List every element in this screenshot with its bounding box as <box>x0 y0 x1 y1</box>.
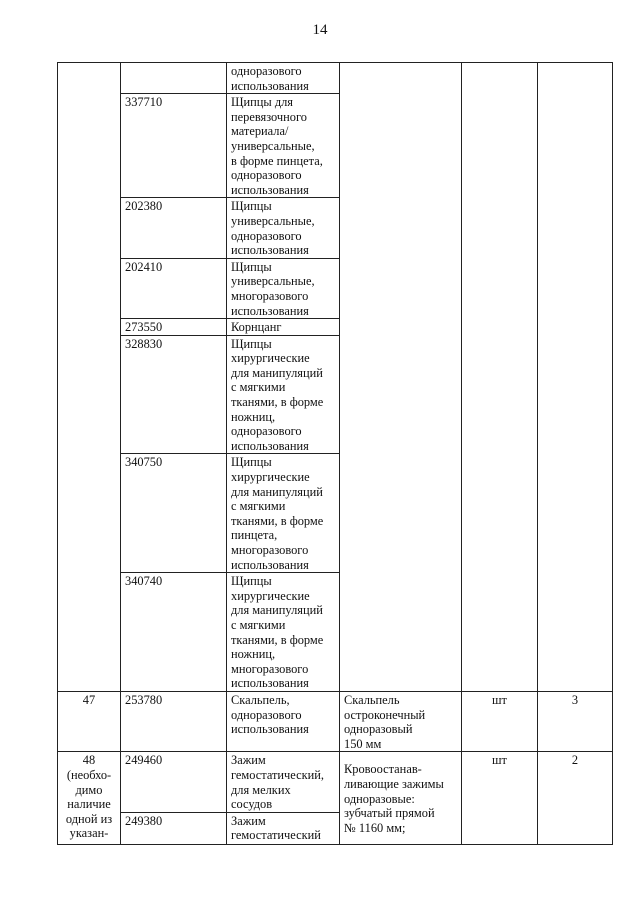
unit-cell <box>462 63 538 692</box>
unit-cell: шт <box>462 752 538 844</box>
code-cell: 249380 <box>121 812 227 844</box>
code-cell: 328830 <box>121 335 227 454</box>
description-cell: Кровоостанав- ливающие зажимы одноразовые: зубчатый прямой № 1160 мм; <box>340 752 462 844</box>
name-cell: Зажим гемостатический <box>227 812 340 844</box>
code-cell: 202410 <box>121 258 227 318</box>
name-cell: Щипцы для перевязочного материала/ универсальные, в форме пинцета, одноразового использования <box>227 94 340 198</box>
description-cell <box>340 63 462 692</box>
table-row <box>58 752 613 812</box>
name-cell: Зажим гемостатический, для мелких сосудов <box>227 752 340 812</box>
name-cell: Скальпель, одноразового использования <box>227 691 340 751</box>
page-number: 14 <box>312 22 328 38</box>
name-cell: Корнцанг <box>227 319 340 336</box>
table-row <box>58 691 613 751</box>
code-cell: 337710 <box>121 94 227 198</box>
code-cell <box>121 63 227 94</box>
code-cell: 273550 <box>121 319 227 336</box>
name-cell: Щипцы хирургические для манипуляций с мягкими тканями, в форме ножниц, многоразового использования <box>227 573 340 692</box>
name-cell: Щипцы хирургические для манипуляций с мягкими тканями, в форме пинцета, многоразового использования <box>227 454 340 573</box>
code-cell: 340750 <box>121 454 227 573</box>
item-number-cell: 47 <box>58 691 121 751</box>
name-cell: Щипцы хирургические для манипуляций с мягкими тканями, в форме ножниц, одноразового использования <box>227 335 340 454</box>
name-cell: Щипцы универсальные, многоразового использования <box>227 258 340 318</box>
item-number-cell: 48 (необхо- димо наличие одной из указан- <box>58 752 121 844</box>
name-cell: одноразового использования <box>227 63 340 94</box>
item-number-cell <box>58 63 121 692</box>
code-cell: 202380 <box>121 198 227 258</box>
quantity-cell: 2 <box>538 752 613 844</box>
code-cell: 253780 <box>121 691 227 751</box>
quantity-cell: 3 <box>538 691 613 751</box>
unit-cell: шт <box>462 691 538 751</box>
code-cell: 340740 <box>121 573 227 692</box>
name-cell: Щипцы универсальные, одноразового использования <box>227 198 340 258</box>
quantity-cell <box>538 63 613 692</box>
table-row <box>58 63 613 94</box>
equipment-table <box>57 62 613 845</box>
code-cell: 249460 <box>121 752 227 812</box>
description-cell: Скальпель остроконечный одноразовый 150 мм <box>340 691 462 751</box>
